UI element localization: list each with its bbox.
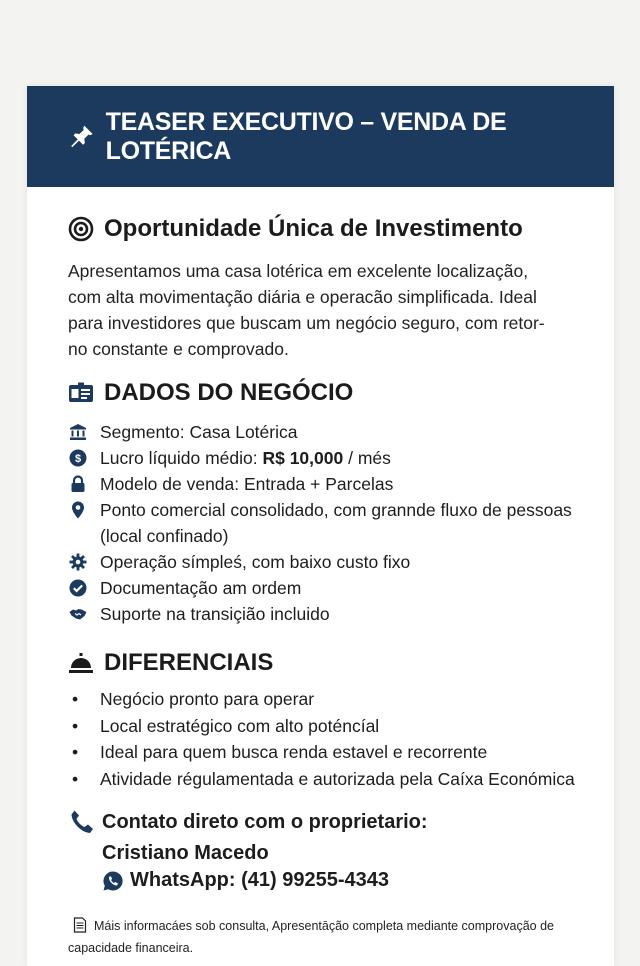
diferenciais-list bbox=[68, 686, 584, 792]
dados-item-text: Suporte na transiçião incluido bbox=[100, 604, 330, 624]
contact-block bbox=[68, 808, 584, 892]
whatsapp-contact[interactable] bbox=[102, 869, 584, 892]
dados-item-text: Ponto comercial consolidado, com grannde fluxo de pessoas (local confinado) bbox=[100, 500, 572, 546]
lucro-value: R$ 10,000 bbox=[262, 448, 344, 468]
target-icon bbox=[68, 216, 94, 242]
bullet: • bbox=[72, 715, 79, 736]
header-banner bbox=[27, 86, 614, 187]
dados-item-text: Documentação am ordem bbox=[100, 578, 302, 598]
dados-item-lucro bbox=[68, 445, 584, 471]
footnote-text: Máis informacáes sob consulta, Apresentāção completa mediante comprovação de capacidade financeira. bbox=[68, 919, 554, 955]
contact-title: Contato direto com o proprietario: bbox=[102, 810, 428, 833]
diferenciais-item bbox=[68, 713, 584, 740]
intro-line: Apresentamos uma casa lotérica em excelente localização, bbox=[68, 261, 529, 281]
diferenciais-item-text: Negócio pronto para operar bbox=[100, 689, 315, 709]
lucro-suffix: / més bbox=[343, 448, 391, 468]
pushpin-icon bbox=[67, 122, 96, 152]
location-pin-icon bbox=[69, 501, 87, 519]
id-card-icon bbox=[68, 380, 94, 406]
check-circle-icon bbox=[69, 579, 87, 597]
intro-line: para investidores que buscam um negócio seguro, com retor- bbox=[68, 313, 545, 333]
contact-heading bbox=[68, 808, 584, 836]
service-bell-icon bbox=[68, 650, 94, 676]
dados-item-segmento bbox=[68, 419, 584, 445]
dados-heading bbox=[68, 379, 584, 407]
dados-title: DADOS DO NEGÓCIO bbox=[104, 379, 354, 406]
lock-icon bbox=[69, 475, 87, 493]
phone-icon bbox=[68, 808, 96, 836]
diferenciais-item bbox=[68, 739, 584, 766]
footnote bbox=[68, 915, 584, 959]
dados-item-text: Operação símpleś, com baixo custo fixo bbox=[100, 552, 411, 572]
bullet: • bbox=[72, 689, 79, 709]
whatsapp-number: WhatsApp: (41) 99255-4343 bbox=[130, 869, 389, 891]
diferenciais-heading bbox=[68, 649, 584, 677]
contact-name: Cristiano Macedo bbox=[102, 842, 269, 864]
dados-list bbox=[68, 419, 584, 627]
svg-text:$: $ bbox=[74, 453, 82, 465]
dados-item-modelo bbox=[68, 471, 584, 497]
intro-heading bbox=[68, 215, 584, 243]
dados-item-ponto bbox=[68, 497, 584, 549]
intro-paragraph bbox=[68, 258, 584, 362]
intro-title: Oportunidade Única de Investimento bbox=[104, 215, 523, 242]
diferenciais-item-text: Atividade régulamentada e autorizada pela Caíxa Económica bbox=[100, 768, 575, 789]
document-icon bbox=[72, 917, 88, 933]
dados-item-operacao bbox=[68, 549, 584, 575]
bullet: • bbox=[72, 768, 79, 789]
intro-line: com alta movimentação diária e operacão simplificada. Ideal bbox=[68, 287, 537, 307]
dados-item-text: Segmento: Casa Lotérica bbox=[100, 422, 298, 442]
diferenciais-item bbox=[68, 766, 584, 793]
dados-item-suporte bbox=[68, 601, 584, 627]
diferenciais-item bbox=[68, 686, 584, 713]
diferenciais-title: DIFERENCIAIS bbox=[104, 649, 274, 676]
money-icon bbox=[69, 449, 87, 467]
bank-icon bbox=[69, 423, 87, 441]
intro-line: no constante e comprovado. bbox=[68, 339, 289, 359]
diferenciais-item-text: Ideal para quem busca renda estavel e recorrente bbox=[100, 742, 488, 762]
whatsapp-icon bbox=[102, 870, 124, 892]
gear-icon bbox=[69, 553, 87, 571]
dados-item-text: Modelo de venda: Entrada + Parcelas bbox=[100, 474, 394, 494]
dados-item-documentacao bbox=[68, 575, 584, 601]
diferenciais-item-text: Local estratégico com alto poténcíal bbox=[100, 715, 380, 736]
bullet: • bbox=[72, 742, 79, 762]
lucro-label: Lucro líquido médio: bbox=[100, 448, 263, 468]
handshake-icon bbox=[69, 605, 87, 623]
page-title: TEASER EXECUTIVO – VENDA DE LOTÉRICA bbox=[105, 107, 507, 165]
teaser-card bbox=[27, 86, 614, 966]
